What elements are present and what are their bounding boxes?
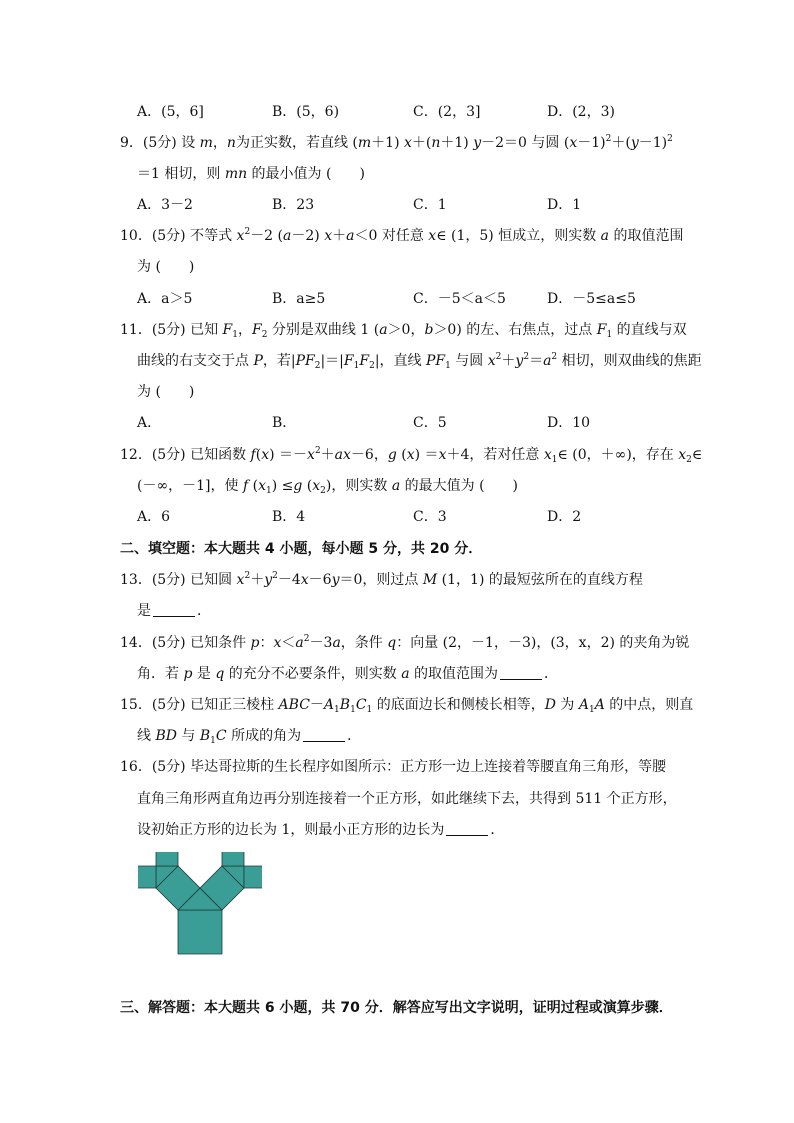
tree-square-r <box>178 910 222 954</box>
q16-stem-line3: 设初始正方形的边长为 1，则最小正方形的边长为 ． <box>137 822 505 838</box>
q14-stem-line1: 14．(5分) 已知条件 p：$x<a^2-3a$，条件 q：向量 (2，－1，－3)，(3，x，2) 的夹角为锐 <box>120 634 690 651</box>
q11-stem-line3: 为 ( ) <box>137 384 195 400</box>
q8-option-c[interactable]: C．(2，3] <box>413 104 481 120</box>
section-3-heading: 三、解答题：本大题共 6 小题，共 70 分．解答应写出文字说明，证明过程或演算步骤． <box>120 1000 673 1016</box>
q15-stem-line1: 15．(5分) 已知正三棱柱 $ABC-A_1B_1C_1$ 的底面边长和侧棱长相等，D 为 $A_1A$ 的中点，则直 <box>120 697 694 715</box>
q9-options <box>137 195 737 215</box>
tree-square-rrl <box>222 852 244 866</box>
q15-stem-line2: 线 BD 与 $B_1C$ 所成的角为 ． <box>137 728 362 746</box>
q9-option-d[interactable]: D．1 <box>547 197 582 213</box>
q8-option-b[interactable]: B．(5，6) <box>272 104 340 120</box>
q16-stem-line1: 16．(5分) 毕达哥拉斯的生长程序如图所示：正方形一边上连接着等腰直角三角形，等腰 <box>120 759 667 775</box>
q12-option-d[interactable]: D．2 <box>547 509 582 525</box>
q15-answer-blank[interactable] <box>303 727 345 742</box>
q12-option-c[interactable]: C．3 <box>413 509 447 525</box>
q9-stem-line2: ＝1 相切，则 mn 的最小值为 ( ) <box>137 166 365 182</box>
q11-option-b[interactable]: B． <box>272 415 297 431</box>
q12-options <box>137 507 737 527</box>
q14-answer-blank[interactable] <box>500 665 542 680</box>
q11-option-c[interactable]: C．5 <box>413 415 447 431</box>
q10-option-b[interactable]: B．a≥5 <box>272 291 326 307</box>
q8-option-d[interactable]: D．(2，3) <box>547 104 615 120</box>
q12-stem-line1: 12．(5分) 已知函数 $f(x) =-x^2+ax-6$，g (x) ＝x＋4，若对任意 $x_1\in$ (0，＋∞)，存在 $x_2\in$ <box>120 446 703 465</box>
q11-options <box>137 413 737 433</box>
q10-option-a[interactable]: A．a＞5 <box>137 291 193 307</box>
q13-stem-line2: 是 ． <box>137 603 211 619</box>
q10-stem-line1: 10．(5分) 不等式 $x^2-2$ (a－2) x＋a＜0 对任意 x∈ (1，5) 恒成立，则实数 a 的取值范围 <box>120 227 684 244</box>
q12-option-b[interactable]: B．4 <box>272 509 306 525</box>
tree-square-rrr <box>244 866 262 888</box>
q11-stem-line1: 11．(5分) 已知 $F_1$，$F_2$ 分别是双曲线 1 (a＞0，b＞0) 的左、右焦点，过点 $F_1$ 的直线与双 <box>120 322 687 340</box>
tree-square-rll <box>138 866 156 888</box>
q10-options <box>137 289 737 309</box>
q8-options <box>137 102 737 122</box>
pythagoras-tree-figure <box>138 852 262 956</box>
q13-answer-blank[interactable] <box>153 602 195 617</box>
q9-option-a[interactable]: A．3－2 <box>137 197 193 213</box>
q11-stem-line2: 曲线的右支交于点 P，若$|PF_2|=|F_1F_2|$，直线 $PF_1$ 与圆 $x^2+y^2=a^2$ 相切，则双曲线的焦距 <box>137 352 702 371</box>
q14-stem-line2: 角．若 p 是 q 的充分不必要条件，则实数 a 的取值范围为 ． <box>137 666 559 682</box>
q9-option-c[interactable]: C．1 <box>413 197 447 213</box>
section-2-heading: 二、填空题：本大题共 4 小题，每小题 5 分，共 20 分． <box>120 541 483 557</box>
tree-square-rlr <box>156 852 178 866</box>
q9-stem-line1: 9．(5分) 设 m，n为正实数，若直线 (m＋1) x＋(n＋1) y－2＝0 与圆 $(x-1)^2+(y-1)^2$ <box>120 134 673 151</box>
q11-option-d[interactable]: D．10 <box>547 415 591 431</box>
q10-stem-line2: 为 ( ) <box>137 259 195 275</box>
q12-stem-line2: (－∞，－1]，使 f $(x_1) \le g$ $(x_2)$，则实数 a 的最大值为 ( ) <box>137 478 518 496</box>
q12-option-a[interactable]: A．6 <box>137 509 171 525</box>
q10-option-d[interactable]: D．－5≤a≤5 <box>547 291 636 307</box>
q16-answer-blank[interactable] <box>446 821 488 836</box>
q16-stem-line2: 直角三角形两直角边再分别连接着一个正方形，如此继续下去，共得到 511 个正方形， <box>137 791 677 807</box>
q13-stem-line1: 13．(5分) 已知圆 $x^2+y^2-4x-6y=0$，则过点 M (1，1) 的最短弦所在的直线方程 <box>120 571 643 588</box>
q11-option-a[interactable]: A． <box>137 415 162 431</box>
q10-option-c[interactable]: C．－5＜a＜5 <box>413 291 506 307</box>
q9-option-b[interactable]: B．23 <box>272 197 315 213</box>
q8-option-a[interactable]: A．(5，6] <box>137 104 204 120</box>
